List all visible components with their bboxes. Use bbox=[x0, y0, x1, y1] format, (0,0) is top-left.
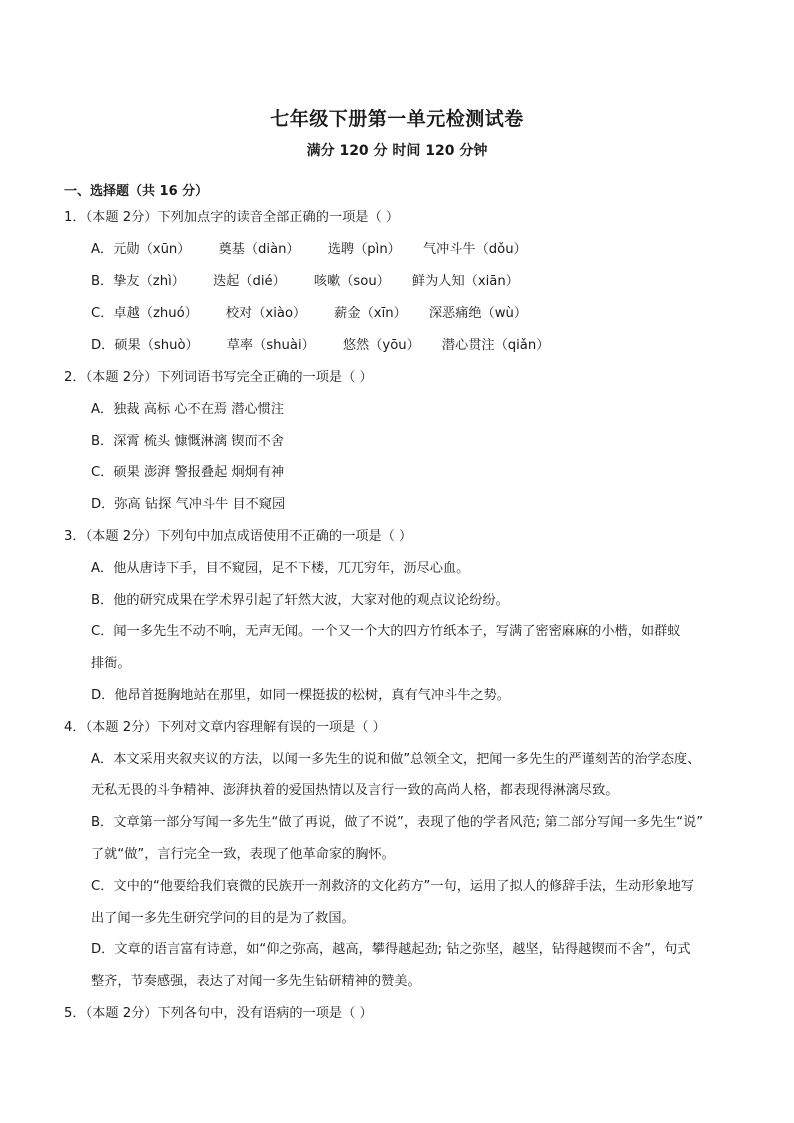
question-2-option-b: B．深霄 梳头 慷慨淋漓 锲而不舍 bbox=[91, 434, 285, 449]
question-4-option-d-cont: 整齐，节奏感强，表达了对闻一多先生钻研精神的赞美。 bbox=[91, 974, 421, 989]
option-term: A．元勋（xūn） bbox=[91, 242, 191, 257]
option-term: 鲜为人知（xiān） bbox=[411, 274, 519, 289]
question-1-option-b bbox=[91, 272, 519, 292]
section-heading: 一、选择题（共 16 分） bbox=[64, 184, 209, 199]
option-term: C．卓越（zhuó） bbox=[91, 306, 198, 321]
option-term: 深恶痛绝（wù） bbox=[428, 306, 528, 321]
question-4-option-a: A．本文采用夹叙夹议的方法，以闻一多先生的说和做”总领全文，把闻一多先生的严谨刻苦的治学态度、 bbox=[91, 752, 701, 767]
page-subtitle: 满分 120 分 时间 120 分钟 bbox=[306, 143, 488, 159]
question-1-option-a bbox=[91, 240, 527, 260]
question-3-option-c: C．闻一多先生不动不响，无声无闻。一个又一个大的四方竹纸本子，写满了密密麻麻的小楷，如群蚁 bbox=[91, 624, 681, 639]
option-term: 气冲斗牛（dǒu） bbox=[422, 242, 527, 257]
question-3-option-d: D．他昂首挺胸地站在那里，如同一棵挺拔的松树，真有气冲斗牛之势。 bbox=[91, 688, 510, 703]
option-term: 薪金（xīn） bbox=[334, 306, 407, 321]
question-2-option-d: D．弥高 钻探 气冲斗牛 目不窥园 bbox=[91, 497, 286, 512]
option-term: D．硕果（shuò） bbox=[91, 338, 199, 353]
question-3-option-c-cont: 排衙。 bbox=[91, 656, 131, 671]
page-title: 七年级下册第一单元检测试卷 bbox=[270, 108, 524, 130]
question-4-option-b-cont: 了就“做”，言行完全一致，表现了他革命家的胸怀。 bbox=[91, 847, 395, 862]
question-5-stem: 5．（本题 2分）下列各句中，没有语病的一项是（ ） bbox=[64, 1006, 373, 1021]
option-term: 草率（shuài） bbox=[226, 338, 315, 353]
question-2-option-a: A．独裁 高标 心不在焉 潜心惯注 bbox=[91, 402, 285, 417]
question-1-stem: 1．（本题 2分）下列加点字的读音全部正确的一项是（ ） bbox=[64, 210, 400, 225]
option-term: 校对（xiào） bbox=[225, 306, 307, 321]
question-4-option-a-cont: 无私无畏的斗争精神、澎湃执着的爱国热情以及言行一致的高尚人格，都表现得淋漓尽致。 bbox=[91, 783, 619, 798]
option-term: 迭起（dié） bbox=[212, 274, 286, 289]
question-4-option-b: B．文章第一部分写闻一多先生“做了再说，做了不说”，表现了他的学者风范; 第二部分写闻一多先生“说” bbox=[91, 815, 704, 830]
question-2-stem: 2．（本题 2分）下列词语书写完全正确的一项是（ ） bbox=[64, 370, 373, 385]
question-4-stem: 4．（本题 2分）下列对文章内容理解有误的一项是（ ） bbox=[64, 720, 386, 735]
option-term: 悠然（yōu） bbox=[342, 338, 420, 353]
question-4-option-c-cont: 出了闻一多先生研究学问的目的是为了救国。 bbox=[91, 911, 355, 926]
question-4-option-d: D．文章的语言富有诗意，如“仰之弥高，越高，攀得越起劲; 钻之弥坚，越坚，钻得越锲而不舍”，句式 bbox=[91, 942, 691, 957]
question-3-option-a: A．他从唐诗下手，目不窥园，足不下楼，兀兀穷年，沥尽心血。 bbox=[91, 561, 470, 576]
option-term: 潜心贯注（qiǎn） bbox=[441, 338, 550, 353]
question-1-option-d bbox=[91, 336, 549, 356]
option-term: 奠基（diàn） bbox=[218, 242, 300, 257]
option-term: 咳嗽（sou） bbox=[313, 274, 390, 289]
question-2-option-c: C．硕果 澎湃 警报叠起 炯炯有神 bbox=[91, 465, 285, 480]
question-4-option-c: C．文中的“他要给我们衰微的民族开一剂救济的文化药方”一句，运用了拟人的修辞手法，生动形象地写 bbox=[91, 879, 695, 894]
question-3-stem: 3．（本题 2分）下列句中加点成语使用不正确的一项是（ ） bbox=[64, 529, 413, 544]
option-term: B．挚友（zhì） bbox=[91, 274, 185, 289]
question-3-option-b: B．他的研究成果在学术界引起了轩然大波，大家对他的观点议论纷纷。 bbox=[91, 593, 509, 608]
question-1-option-c bbox=[91, 304, 527, 324]
option-term: 选聘（pìn） bbox=[327, 242, 401, 257]
